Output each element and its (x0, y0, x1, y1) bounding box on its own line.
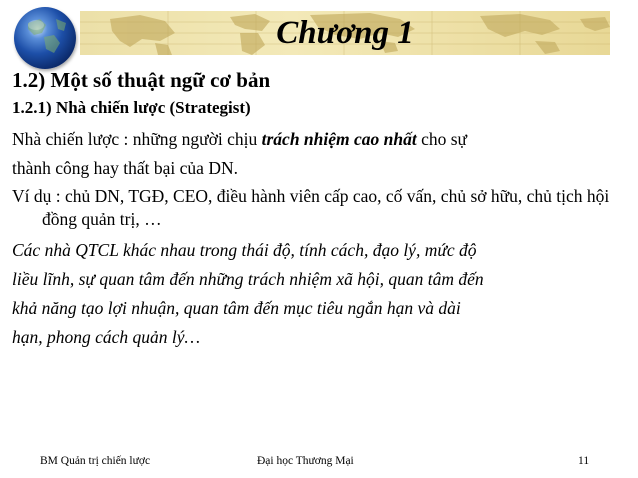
footer-page-number: 11 (578, 455, 590, 467)
italic-line-1: Các nhà QTCL khác nhau trong thái độ, tính cách, đạo lý, mức độ (12, 240, 477, 260)
italic-line-4: hạn, phong cách quản lý… (12, 327, 201, 347)
subsection-heading: 1.2.1) Nhà chiến lược (Strategist) (12, 98, 251, 117)
section-heading: 1.2) Một số thuật ngữ cơ bản (12, 68, 271, 92)
definition-line-2: thành công hay thất bại của DN. (12, 158, 238, 178)
example-paragraph: Ví dụ : chủ DN, TGĐ, CEO, điều hành viên cấp cao, cố vấn, chủ sở hữu, chủ tịch hội đồng quản trị, … (12, 186, 610, 229)
definition-emphasis: trách nhiệm cao nhất (261, 129, 417, 149)
italic-line-2: liều lĩnh, sự quan tâm đến những trách nhiệm xã hội, quan tâm đến (12, 269, 484, 289)
slide-title: Chương 1 (276, 15, 414, 51)
definition-text-before: Nhà chiến lược : những người chịu (12, 129, 262, 149)
definition-line-1 (12, 125, 612, 154)
globe-icon (14, 7, 76, 69)
slide-body (12, 66, 612, 352)
footer-university: Đại học Thương Mại (257, 455, 354, 467)
footer-department: BM Quản trị chiến lược (40, 455, 151, 467)
definition-text-after: cho sự (416, 129, 468, 149)
italic-line-3: khả năng tạo lợi nhuận, quan tâm đến mục tiêu ngắn hạn và dài (12, 298, 461, 318)
